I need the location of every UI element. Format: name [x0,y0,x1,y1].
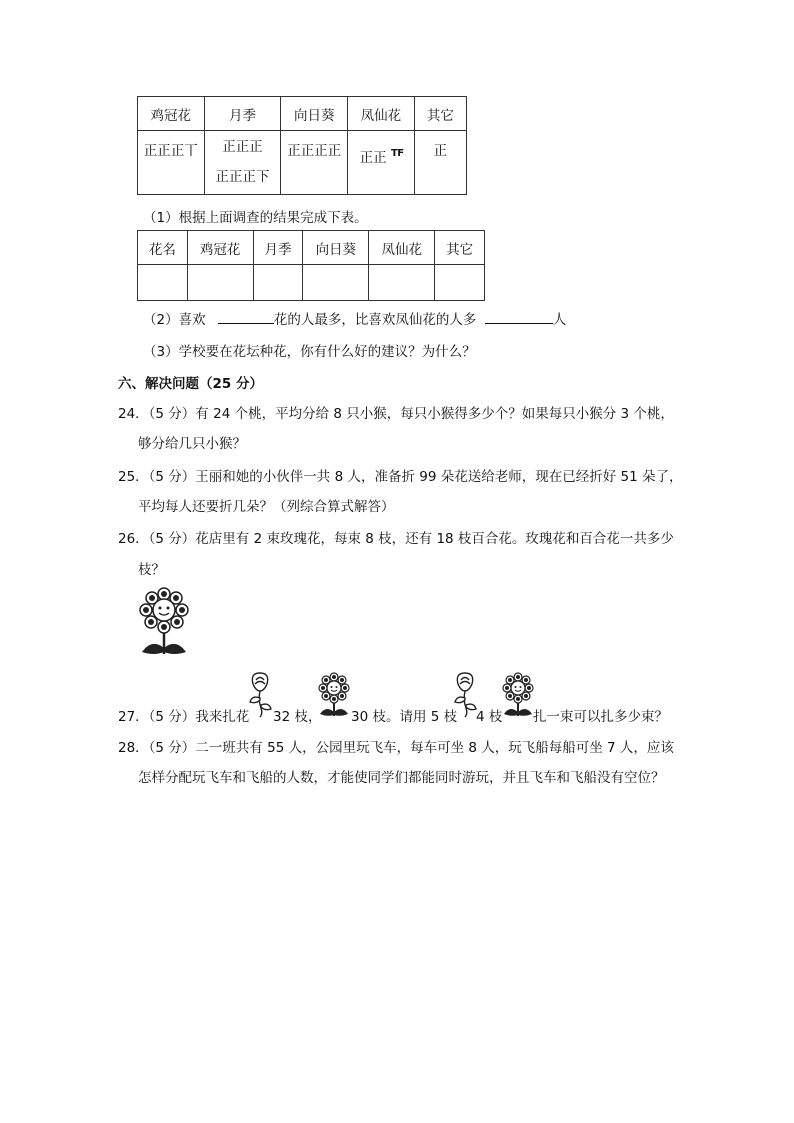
sunflower-icon [318,672,350,718]
sunflower-icon [502,672,534,718]
tally-cell [414,131,466,195]
tally-text: 正正 [359,150,387,166]
tally-header: 其它 [414,97,466,131]
problem-27-e: 扎一束可以扎多少束？ [533,709,668,725]
tally-text: 正正正丅 [143,143,198,159]
answer-cell[interactable] [369,265,435,301]
rose-icon [246,670,274,718]
tally-text: 正 [433,143,448,159]
result-header: 其它 [435,231,485,265]
tally-text: 正正正正 [287,143,342,159]
rose-icon [451,670,479,718]
tally-header: 鸡冠花 [138,97,205,131]
problem-25-line2: 平均每人还要折几朵？（列综合算式解答） [138,499,395,515]
answer-blank[interactable] [485,309,553,324]
problem-26-line1: 26．（5 分）花店里有 2 束玫瑰花，每束 8 枝，还有 18 枝百合花。玫瑰花和百合花一共多少 [118,531,674,547]
tally-header: 凤仙花 [348,97,415,131]
problem-24-line1: 24．（5 分）有 24 个桃，平均分给 8 只小猴，每只小猴得多少个？如果每只小猴分 3 个桃， [118,406,674,422]
tally-cell [348,131,415,195]
question-3: （3）学校要在花坛种花，你有什么好的建议？为什么？ [143,344,476,360]
answer-cell[interactable] [187,265,253,301]
q2-text-3: 人 [552,312,567,328]
answer-cell[interactable] [138,265,188,301]
answer-blank[interactable] [218,309,274,324]
tally-cell [204,131,281,195]
tally-cell [281,131,348,195]
section-heading: 六、解决问题（25 分） [118,376,263,392]
problem-27-b: 32 枝， [273,709,322,725]
problem-28-line1: 28．（5 分）二一班共有 55 人，公园里玩飞车，每车可坐 8 人，玩飞船每船可坐 7 人，应该 [118,740,674,756]
result-header: 月季 [253,231,303,265]
result-table [137,230,485,301]
tally-cell [138,131,205,195]
answer-cell[interactable] [435,265,485,301]
result-header: 花名 [138,231,188,265]
sunflower-illustration [138,586,190,658]
question-1: （1）根据上面调查的结果完成下表。 [143,210,368,226]
result-header: 凤仙花 [369,231,435,265]
problem-24-line2: 够分给几只小猴？ [138,436,246,452]
result-header: 向日葵 [303,231,369,265]
problem-27-a: 27．（5 分）我来扎花 [118,709,250,725]
question-2 [143,308,566,328]
tally-header: 月季 [204,97,281,131]
q2-text-2: 花的人最多，比喜欢凤仙花的人多 [273,312,477,328]
problem-26-line2: 枝？ [138,562,165,578]
problem-27-c: 30 枝。请用 5 枝 [351,709,458,725]
tally-text: 正正正下 [215,169,270,185]
tally-text: 正正正 [222,139,263,155]
tally-table [137,96,467,195]
answer-cell[interactable] [303,265,369,301]
tally-header: 向日葵 [281,97,348,131]
problem-27-d: 4 枝 [476,709,503,725]
answer-cell[interactable] [253,265,303,301]
problem-25-line1: 25．（5 分）王丽和她的小伙伴一共 8 人，准备折 99 朵花送给老师，现在已经折好 51 朵了， [118,469,683,485]
q2-text-1: （2）喜欢 [143,312,206,328]
tally-extra-mark: T F [390,148,403,159]
problem-28-line2: 怎样分配玩飞车和飞船的人数，才能使同学们都能同时游玩，并且飞车和飞船没有空位？ [138,770,665,786]
result-header: 鸡冠花 [187,231,253,265]
